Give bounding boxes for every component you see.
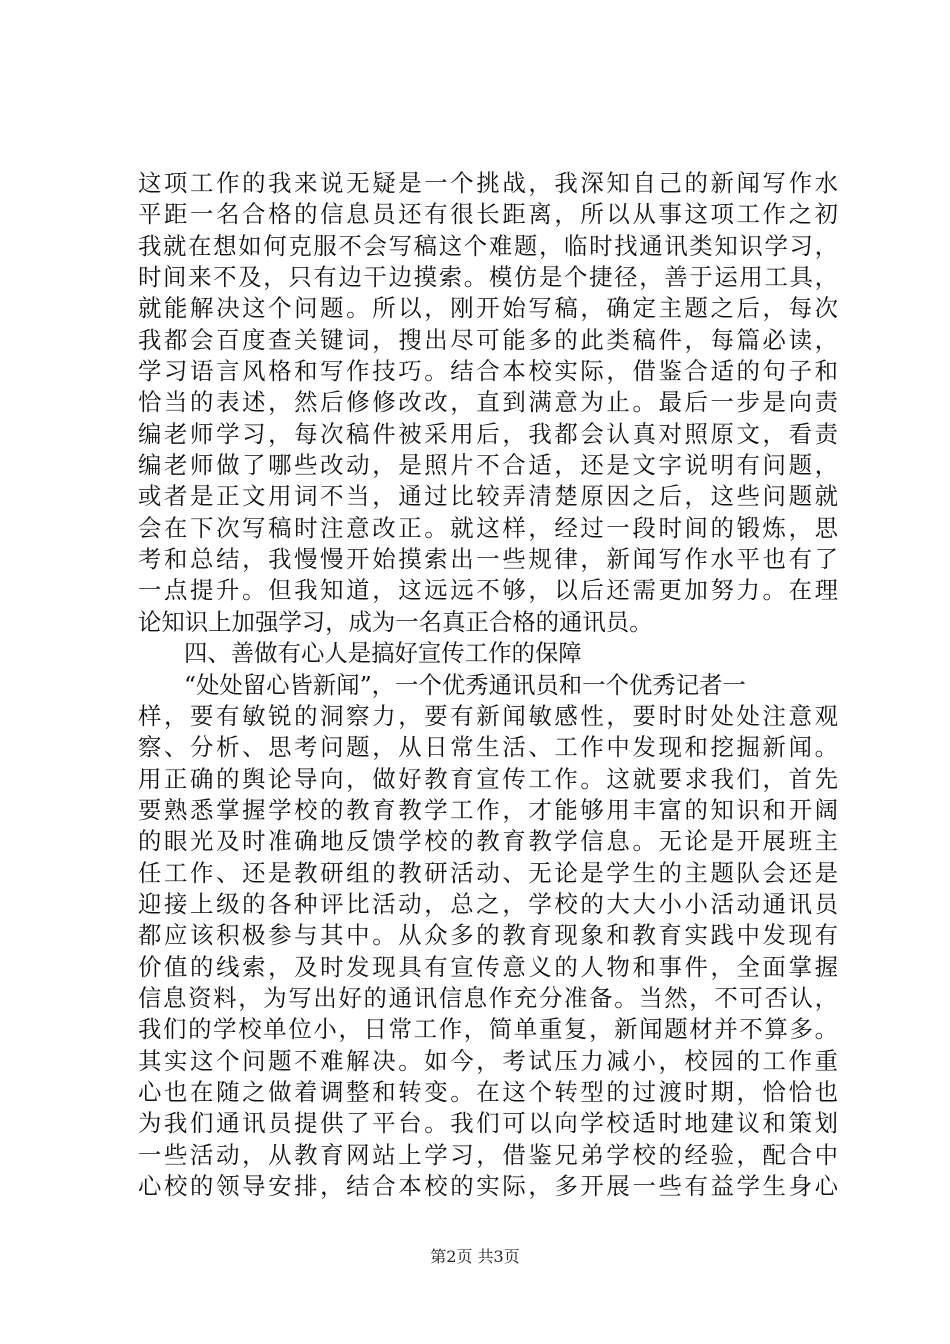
text-line: 任工作、还是教研组的教研活动、无论是学生的主题队会还是 <box>138 858 838 887</box>
text-line: 心也在随之做着调整和转变。在这个转型的过渡时期，恰恰也 <box>138 1077 838 1106</box>
text-line: 一些活动，从教育网站上学习，借鉴兄弟学校的经验，配合中 <box>138 1140 838 1169</box>
text-line: 平距一名合格的信息员还有很长距离，所以从事这项工作之初 <box>138 200 838 229</box>
text-line: 时间来不及，只有边干边摸索。模仿是个捷径，善于运用工具， <box>138 263 838 292</box>
text-line: 我都会百度查关键词，搜出尽可能多的此类稿件，每篇必读， <box>138 325 838 354</box>
text-line: 信息资料，为写出好的通讯信息作充分准备。当然，不可否认， <box>138 983 838 1012</box>
text-line: 察、分析、思考问题，从日常生活、工作中发现和挖掘新闻。 <box>138 733 838 762</box>
text-line: 会在下次写稿时注意改正。就这样，经过一段时间的锻炼，思 <box>138 513 838 542</box>
text-line: 一点提升。但我知道，这远远不够，以后还需更加努力。在理 <box>138 576 838 605</box>
text-line: 我就在想如何克服不会写稿这个难题，临时找通讯类知识学习， <box>138 231 838 260</box>
document-body <box>138 168 838 1202</box>
text-line: 论知识上加强学习，成为一名真正合格的通讯员。 <box>138 607 653 636</box>
section-heading: 四、善做有心人是搞好宣传工作的保障 <box>184 639 582 668</box>
text-line: 学习语言风格和写作技巧。结合本校实际，借鉴合适的句子和 <box>138 357 838 386</box>
text-line: 迎接上级的各种评比活动，总之，学校的大大小小活动通讯员 <box>138 889 838 918</box>
text-line: 要熟悉掌握学校的教育教学工作，才能够用丰富的知识和开阔 <box>138 795 838 824</box>
text-line: 这项工作的我来说无疑是一个挑战，我深知自己的新闻写作水 <box>138 169 838 197</box>
text-line: 都应该积极参与其中。从众多的教育现象和教育实践中发现有 <box>138 921 838 950</box>
text-line: 样，要有敏锐的洞察力，要有新闻敏感性，要时时处处注意观 <box>138 701 838 730</box>
text-line: 价值的线索，及时发现具有宣传意义的人物和事件，全面掌握 <box>138 952 838 981</box>
text-line: 为我们通讯员提供了平台。我们可以向学校适时地建议和策划 <box>138 1109 838 1138</box>
text-line: 考和总结，我慢慢开始摸索出一些规律，新闻写作水平也有了 <box>138 545 838 574</box>
text-line: 编老师做了哪些改动，是照片不合适，还是文字说明有问题， <box>138 451 838 480</box>
text-line: 或者是正文用词不当，通过比较弄清楚原因之后，这些问题就 <box>138 482 838 511</box>
text-line: 心校的领导安排，结合本校的实际，多开展一些有益学生身心 <box>138 1172 838 1200</box>
text-line: 就能解决这个问题。所以，刚开始写稿，确定主题之后，每次 <box>138 294 838 323</box>
paragraph-first-line: “处处留心皆新闻”，一个优秀通讯员和一个优秀记者一 <box>184 670 746 699</box>
text-line: 其实这个问题不难解决。如今，考试压力减小，校园的工作重 <box>138 1046 838 1075</box>
text-line: 编老师学习，每次稿件被采用后，我都会认真对照原文，看责 <box>138 419 838 448</box>
text-line: 的眼光及时准确地反馈学校的教育教学信息。无论是开展班主 <box>138 827 838 856</box>
text-line: 用正确的舆论导向，做好教育宣传工作。这就要求我们，首先 <box>138 764 838 793</box>
text-line: 恰当的表述，然后修修改改，直到满意为止。最后一步是向责 <box>138 388 838 417</box>
page-number-footer: 第2页 共3页 <box>430 1247 520 1266</box>
text-line: 我们的学校单位小，日常工作，简单重复，新闻题材并不算多。 <box>138 1015 838 1044</box>
